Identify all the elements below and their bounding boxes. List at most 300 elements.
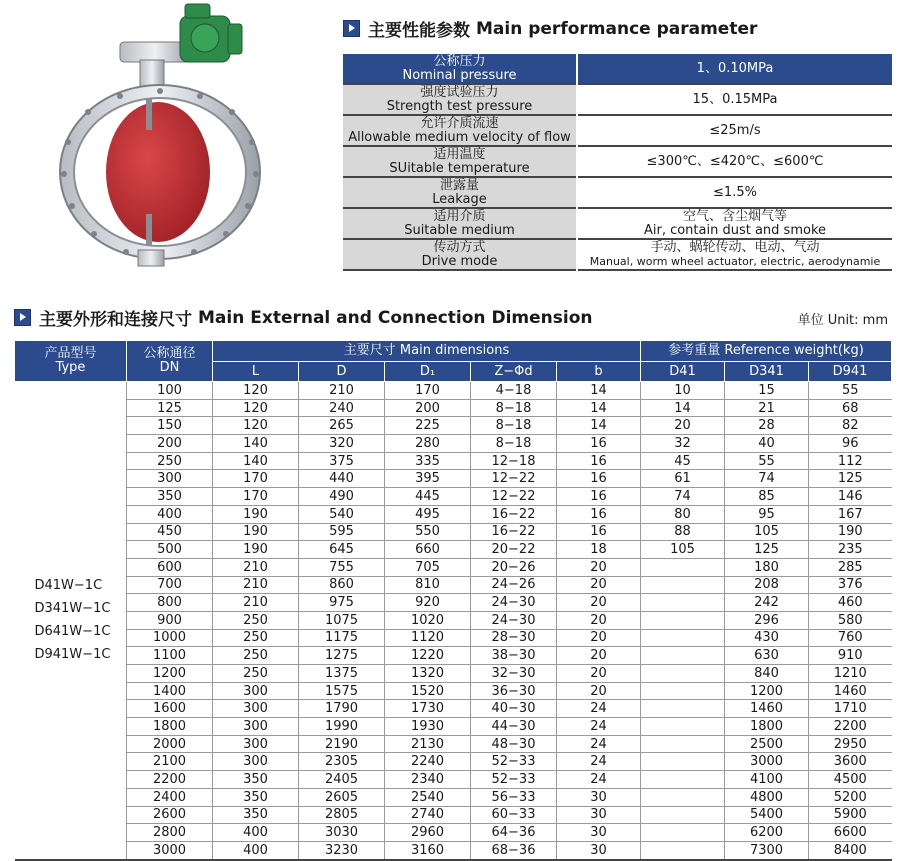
- butterfly-valve-image: [20, 2, 320, 270]
- table-cell: [641, 718, 725, 736]
- table-cell: 30: [557, 824, 641, 842]
- table-cell: 225: [385, 417, 471, 435]
- performance-row: [343, 115, 892, 146]
- performance-value-text: ≤1.5%: [713, 184, 757, 200]
- header-col-7: D941: [809, 362, 892, 382]
- table-cell: 140: [213, 435, 299, 453]
- performance-row: [343, 54, 892, 84]
- performance-label-en: Nominal pressure: [402, 67, 517, 83]
- table-cell: 1120: [385, 629, 471, 647]
- table-row: [15, 841, 892, 859]
- header-type-zh: 产品型号: [44, 346, 97, 361]
- table-cell: 800: [127, 594, 213, 612]
- table-cell: 300: [213, 718, 299, 736]
- table-row: [15, 806, 892, 824]
- table-row: [15, 682, 892, 700]
- table-row: [15, 824, 892, 842]
- table-cell: 95: [725, 505, 809, 523]
- table-cell: 975: [299, 594, 385, 612]
- table-cell: 24: [557, 753, 641, 771]
- table-cell: 4800: [725, 788, 809, 806]
- table-cell: 190: [809, 523, 892, 541]
- table-cell: 24−26: [471, 576, 557, 594]
- section-arrow-icon: [343, 20, 360, 37]
- table-cell: 395: [385, 470, 471, 488]
- performance-label-zh: 适用介质: [433, 208, 486, 224]
- table-cell: 112: [809, 452, 892, 470]
- table-cell: 300: [213, 682, 299, 700]
- header-type-en: Type: [55, 360, 86, 375]
- performance-label-en: Leakage: [432, 191, 487, 207]
- table-cell: 16−22: [471, 523, 557, 541]
- table-cell: 210: [213, 558, 299, 576]
- table-cell: 1275: [299, 647, 385, 665]
- table-cell: 180: [725, 558, 809, 576]
- performance-label-en: Strength test pressure: [386, 98, 533, 114]
- table-cell: 430: [725, 629, 809, 647]
- table-cell: 645: [299, 541, 385, 559]
- table-cell: 14: [557, 417, 641, 435]
- performance-value-text: ≤300℃、≤420℃、≤600℃: [646, 153, 824, 169]
- table-cell: [641, 753, 725, 771]
- table-cell: 15: [725, 382, 809, 400]
- type-model: D641W−1C: [34, 624, 111, 640]
- table-cell: 55: [725, 452, 809, 470]
- table-cell: 1400: [127, 682, 213, 700]
- performance-row: [343, 146, 892, 177]
- performance-value-text: ≤25m/s: [709, 122, 761, 138]
- table-cell: 1790: [299, 700, 385, 718]
- table-cell: 52−33: [471, 771, 557, 789]
- table-row: [15, 611, 892, 629]
- table-cell: 208: [725, 576, 809, 594]
- performance-heading-zh: 主要性能参数: [368, 21, 470, 41]
- table-cell: 40−30: [471, 700, 557, 718]
- table-cell: 55: [809, 382, 892, 400]
- table-cell: 300: [213, 753, 299, 771]
- table-cell: 2200: [127, 771, 213, 789]
- table-cell: 2000: [127, 735, 213, 753]
- table-cell: 285: [809, 558, 892, 576]
- type-model: D341W−1C: [34, 601, 111, 617]
- unit-label: 单位 Unit: mm: [797, 313, 888, 328]
- table-cell: 320: [299, 435, 385, 453]
- performance-value: [577, 177, 892, 208]
- table-cell: 350: [213, 788, 299, 806]
- table-row: [15, 718, 892, 736]
- table-cell: [641, 629, 725, 647]
- performance-heading-en: Main performance parameter: [476, 18, 758, 39]
- table-cell: 2740: [385, 806, 471, 824]
- performance-label-zh: 传动方式: [433, 239, 486, 255]
- table-cell: 2600: [127, 806, 213, 824]
- table-cell: 32: [641, 435, 725, 453]
- table-cell: 150: [127, 417, 213, 435]
- dimension-heading: [14, 305, 592, 330]
- table-cell: 28: [725, 417, 809, 435]
- table-cell: 250: [213, 629, 299, 647]
- table-row: [15, 505, 892, 523]
- table-row: [15, 452, 892, 470]
- performance-label-zh: 强度试验压力: [420, 84, 499, 100]
- table-cell: 68−36: [471, 841, 557, 859]
- table-cell: 2605: [299, 788, 385, 806]
- performance-label: [343, 84, 577, 115]
- table-cell: 1800: [725, 718, 809, 736]
- table-cell: 400: [213, 824, 299, 842]
- table-cell: 1220: [385, 647, 471, 665]
- table-cell: 1175: [299, 629, 385, 647]
- type-model: D41W−1C: [34, 578, 103, 594]
- table-cell: 120: [213, 417, 299, 435]
- table-cell: 190: [213, 505, 299, 523]
- table-cell: 460: [809, 594, 892, 612]
- table-cell: 760: [809, 629, 892, 647]
- table-cell: 18: [557, 541, 641, 559]
- table-row: [15, 771, 892, 789]
- table-cell: 40: [725, 435, 809, 453]
- table-cell: 1375: [299, 665, 385, 683]
- table-cell: [641, 771, 725, 789]
- table-cell: 300: [213, 700, 299, 718]
- table-cell: 16: [557, 523, 641, 541]
- table-row: [15, 576, 892, 594]
- table-cell: 14: [557, 399, 641, 417]
- table-cell: 495: [385, 505, 471, 523]
- table-cell: 20: [557, 576, 641, 594]
- table-cell: 2800: [127, 824, 213, 842]
- performance-row: [343, 239, 892, 270]
- table-row: [15, 417, 892, 435]
- performance-label: [343, 54, 577, 84]
- dimension-table: [14, 340, 892, 861]
- table-cell: 250: [213, 611, 299, 629]
- table-cell: 3600: [809, 753, 892, 771]
- table-cell: 100: [127, 382, 213, 400]
- table-cell: 1600: [127, 700, 213, 718]
- table-cell: 10: [641, 382, 725, 400]
- table-cell: 200: [127, 435, 213, 453]
- table-cell: 20: [557, 629, 641, 647]
- header-type: [15, 341, 127, 382]
- table-cell: 16−22: [471, 505, 557, 523]
- table-cell: 400: [127, 505, 213, 523]
- header-dn-en: DN: [159, 360, 180, 375]
- table-cell: 1075: [299, 611, 385, 629]
- table-cell: 60−33: [471, 806, 557, 824]
- table-cell: 4−18: [471, 382, 557, 400]
- table-cell: 48−30: [471, 735, 557, 753]
- table-cell: 375: [299, 452, 385, 470]
- table-cell: 700: [127, 576, 213, 594]
- table-cell: 64−36: [471, 824, 557, 842]
- table-cell: 16: [557, 488, 641, 506]
- performance-label: [343, 146, 577, 177]
- table-cell: 1020: [385, 611, 471, 629]
- table-cell: 235: [809, 541, 892, 559]
- table-cell: 20: [641, 417, 725, 435]
- table-cell: 280: [385, 435, 471, 453]
- performance-label-en: Suitable medium: [404, 222, 515, 238]
- table-cell: 8−18: [471, 435, 557, 453]
- table-cell: 190: [213, 523, 299, 541]
- table-row: [15, 788, 892, 806]
- table-cell: 600: [127, 558, 213, 576]
- table-cell: 2500: [725, 735, 809, 753]
- table-cell: 24−30: [471, 611, 557, 629]
- table-row: [15, 470, 892, 488]
- table-cell: 1575: [299, 682, 385, 700]
- table-cell: 1200: [127, 665, 213, 683]
- table-cell: 1930: [385, 718, 471, 736]
- table-cell: 3000: [127, 841, 213, 859]
- table-row: [15, 665, 892, 683]
- table-row: [15, 541, 892, 559]
- table-cell: 1800: [127, 718, 213, 736]
- table-cell: 350: [213, 806, 299, 824]
- table-cell: 88: [641, 523, 725, 541]
- header-col-3: Z−Φd: [471, 362, 557, 382]
- table-cell: 28−30: [471, 629, 557, 647]
- table-cell: [641, 788, 725, 806]
- table-row: [15, 435, 892, 453]
- performance-label: [343, 177, 577, 208]
- table-cell: 2340: [385, 771, 471, 789]
- table-cell: [641, 665, 725, 683]
- table-cell: 490: [299, 488, 385, 506]
- performance-value: [577, 54, 892, 84]
- table-cell: 190: [213, 541, 299, 559]
- table-cell: 335: [385, 452, 471, 470]
- table-cell: 20: [557, 594, 641, 612]
- table-cell: 36−30: [471, 682, 557, 700]
- table-cell: 1100: [127, 647, 213, 665]
- table-cell: 2405: [299, 771, 385, 789]
- table-cell: 1460: [809, 682, 892, 700]
- table-cell: 5900: [809, 806, 892, 824]
- header-col-6: D341: [725, 362, 809, 382]
- table-cell: 550: [385, 523, 471, 541]
- table-cell: 250: [213, 647, 299, 665]
- performance-value-text-en: Manual, worm wheel actuator, electric, aerodynamie: [589, 254, 881, 268]
- table-cell: 445: [385, 488, 471, 506]
- table-row: [15, 523, 892, 541]
- table-cell: 450: [127, 523, 213, 541]
- dimension-heading-en: Main External and Connection Dimension: [198, 307, 593, 328]
- table-cell: 56−33: [471, 788, 557, 806]
- table-cell: 350: [127, 488, 213, 506]
- table-cell: 105: [725, 523, 809, 541]
- table-cell: 1460: [725, 700, 809, 718]
- table-cell: 210: [213, 594, 299, 612]
- table-cell: 16: [557, 470, 641, 488]
- table-cell: 170: [213, 470, 299, 488]
- type-cell: [15, 382, 127, 860]
- table-cell: [641, 611, 725, 629]
- table-cell: 1520: [385, 682, 471, 700]
- table-cell: 860: [299, 576, 385, 594]
- table-row: [15, 382, 892, 400]
- table-cell: 240: [299, 399, 385, 417]
- performance-value: [577, 239, 892, 270]
- table-cell: 120: [213, 382, 299, 400]
- performance-value: [577, 208, 892, 239]
- table-cell: [641, 824, 725, 842]
- table-cell: 920: [385, 594, 471, 612]
- type-list: [35, 574, 127, 666]
- performance-value: [577, 84, 892, 115]
- performance-label-zh: 适用温度: [433, 146, 486, 162]
- table-cell: 910: [809, 647, 892, 665]
- table-cell: [641, 682, 725, 700]
- performance-table: [343, 54, 892, 271]
- table-cell: 595: [299, 523, 385, 541]
- table-cell: 2950: [809, 735, 892, 753]
- table-cell: [641, 576, 725, 594]
- performance-value-text: 15、0.15MPa: [692, 91, 778, 107]
- table-cell: [641, 594, 725, 612]
- table-cell: 660: [385, 541, 471, 559]
- table-cell: 20: [557, 558, 641, 576]
- header-col-1: D: [299, 362, 385, 382]
- header-col-2: D₁: [385, 362, 471, 382]
- table-cell: 3230: [299, 841, 385, 859]
- table-cell: 24: [557, 700, 641, 718]
- type-model: D941W−1C: [34, 647, 111, 663]
- table-cell: 440: [299, 470, 385, 488]
- table-cell: 74: [725, 470, 809, 488]
- performance-label: [343, 208, 577, 239]
- table-cell: 20: [557, 682, 641, 700]
- table-cell: 20: [557, 611, 641, 629]
- table-cell: 24: [557, 718, 641, 736]
- performance-heading: [343, 16, 757, 41]
- table-cell: 265: [299, 417, 385, 435]
- performance-label-zh: 公称压力: [433, 53, 486, 69]
- table-cell: [641, 841, 725, 859]
- table-cell: 74: [641, 488, 725, 506]
- table-cell: 2190: [299, 735, 385, 753]
- table-cell: 300: [213, 735, 299, 753]
- table-cell: [641, 700, 725, 718]
- table-cell: 24: [557, 771, 641, 789]
- table-cell: 167: [809, 505, 892, 523]
- header-col-4: b: [557, 362, 641, 382]
- table-cell: 210: [213, 576, 299, 594]
- table-cell: 3000: [725, 753, 809, 771]
- table-cell: 105: [641, 541, 725, 559]
- performance-label: [343, 115, 577, 146]
- table-cell: 80: [641, 505, 725, 523]
- table-cell: 6600: [809, 824, 892, 842]
- table-cell: 210: [299, 382, 385, 400]
- table-cell: 45: [641, 452, 725, 470]
- table-cell: 44−30: [471, 718, 557, 736]
- header-reference-weight: 参考重量 Reference weight(kg): [641, 341, 892, 362]
- table-cell: 242: [725, 594, 809, 612]
- table-cell: 2960: [385, 824, 471, 842]
- table-cell: 82: [809, 417, 892, 435]
- table-cell: 38−30: [471, 647, 557, 665]
- table-cell: 250: [213, 665, 299, 683]
- table-cell: 1210: [809, 665, 892, 683]
- table-cell: 1990: [299, 718, 385, 736]
- table-cell: 20: [557, 647, 641, 665]
- table-cell: 30: [557, 806, 641, 824]
- table-cell: 61: [641, 470, 725, 488]
- table-row: [15, 735, 892, 753]
- header-col-5: D41: [641, 362, 725, 382]
- performance-value-text: 1、0.10MPa: [696, 60, 774, 76]
- performance-value: [577, 146, 892, 177]
- performance-row: [343, 177, 892, 208]
- table-cell: 125: [725, 541, 809, 559]
- table-cell: 1710: [809, 700, 892, 718]
- table-cell: [641, 735, 725, 753]
- table-cell: 540: [299, 505, 385, 523]
- table-cell: 2200: [809, 718, 892, 736]
- dimension-heading-zh: 主要外形和连接尺寸: [39, 310, 192, 330]
- performance-row: [343, 84, 892, 115]
- table-cell: 125: [809, 470, 892, 488]
- table-cell: 8−18: [471, 399, 557, 417]
- table-cell: 376: [809, 576, 892, 594]
- table-cell: 350: [213, 771, 299, 789]
- header-col-0: L: [213, 362, 299, 382]
- table-cell: 705: [385, 558, 471, 576]
- table-cell: 20−22: [471, 541, 557, 559]
- table-cell: 630: [725, 647, 809, 665]
- table-cell: 170: [213, 488, 299, 506]
- table-cell: 12−22: [471, 470, 557, 488]
- table-cell: 12−18: [471, 452, 557, 470]
- table-cell: 5200: [809, 788, 892, 806]
- table-cell: 16: [557, 435, 641, 453]
- table-cell: 755: [299, 558, 385, 576]
- table-cell: 20−26: [471, 558, 557, 576]
- table-cell: 8400: [809, 841, 892, 859]
- table-cell: 20: [557, 665, 641, 683]
- table-cell: 296: [725, 611, 809, 629]
- table-cell: 14: [641, 399, 725, 417]
- table-cell: 120: [213, 399, 299, 417]
- table-cell: 1000: [127, 629, 213, 647]
- table-cell: 2100: [127, 753, 213, 771]
- table-cell: 140: [213, 452, 299, 470]
- table-cell: 250: [127, 452, 213, 470]
- table-cell: 12−22: [471, 488, 557, 506]
- table-cell: 200: [385, 399, 471, 417]
- table-cell: 146: [809, 488, 892, 506]
- table-row: [15, 488, 892, 506]
- table-cell: 21: [725, 399, 809, 417]
- table-cell: 2400: [127, 788, 213, 806]
- table-row: [15, 629, 892, 647]
- table-cell: 52−33: [471, 753, 557, 771]
- performance-label-en: Drive mode: [421, 253, 498, 269]
- table-cell: 8−18: [471, 417, 557, 435]
- table-cell: 4100: [725, 771, 809, 789]
- performance-value-text: 手动、蜗轮传动、电动、气动: [650, 239, 820, 255]
- table-cell: 3160: [385, 841, 471, 859]
- table-cell: [641, 806, 725, 824]
- table-cell: 840: [725, 665, 809, 683]
- performance-label-zh: 允许介质流速: [420, 115, 499, 131]
- table-cell: 32−30: [471, 665, 557, 683]
- table-cell: 1730: [385, 700, 471, 718]
- table-row: [15, 558, 892, 576]
- table-cell: 2540: [385, 788, 471, 806]
